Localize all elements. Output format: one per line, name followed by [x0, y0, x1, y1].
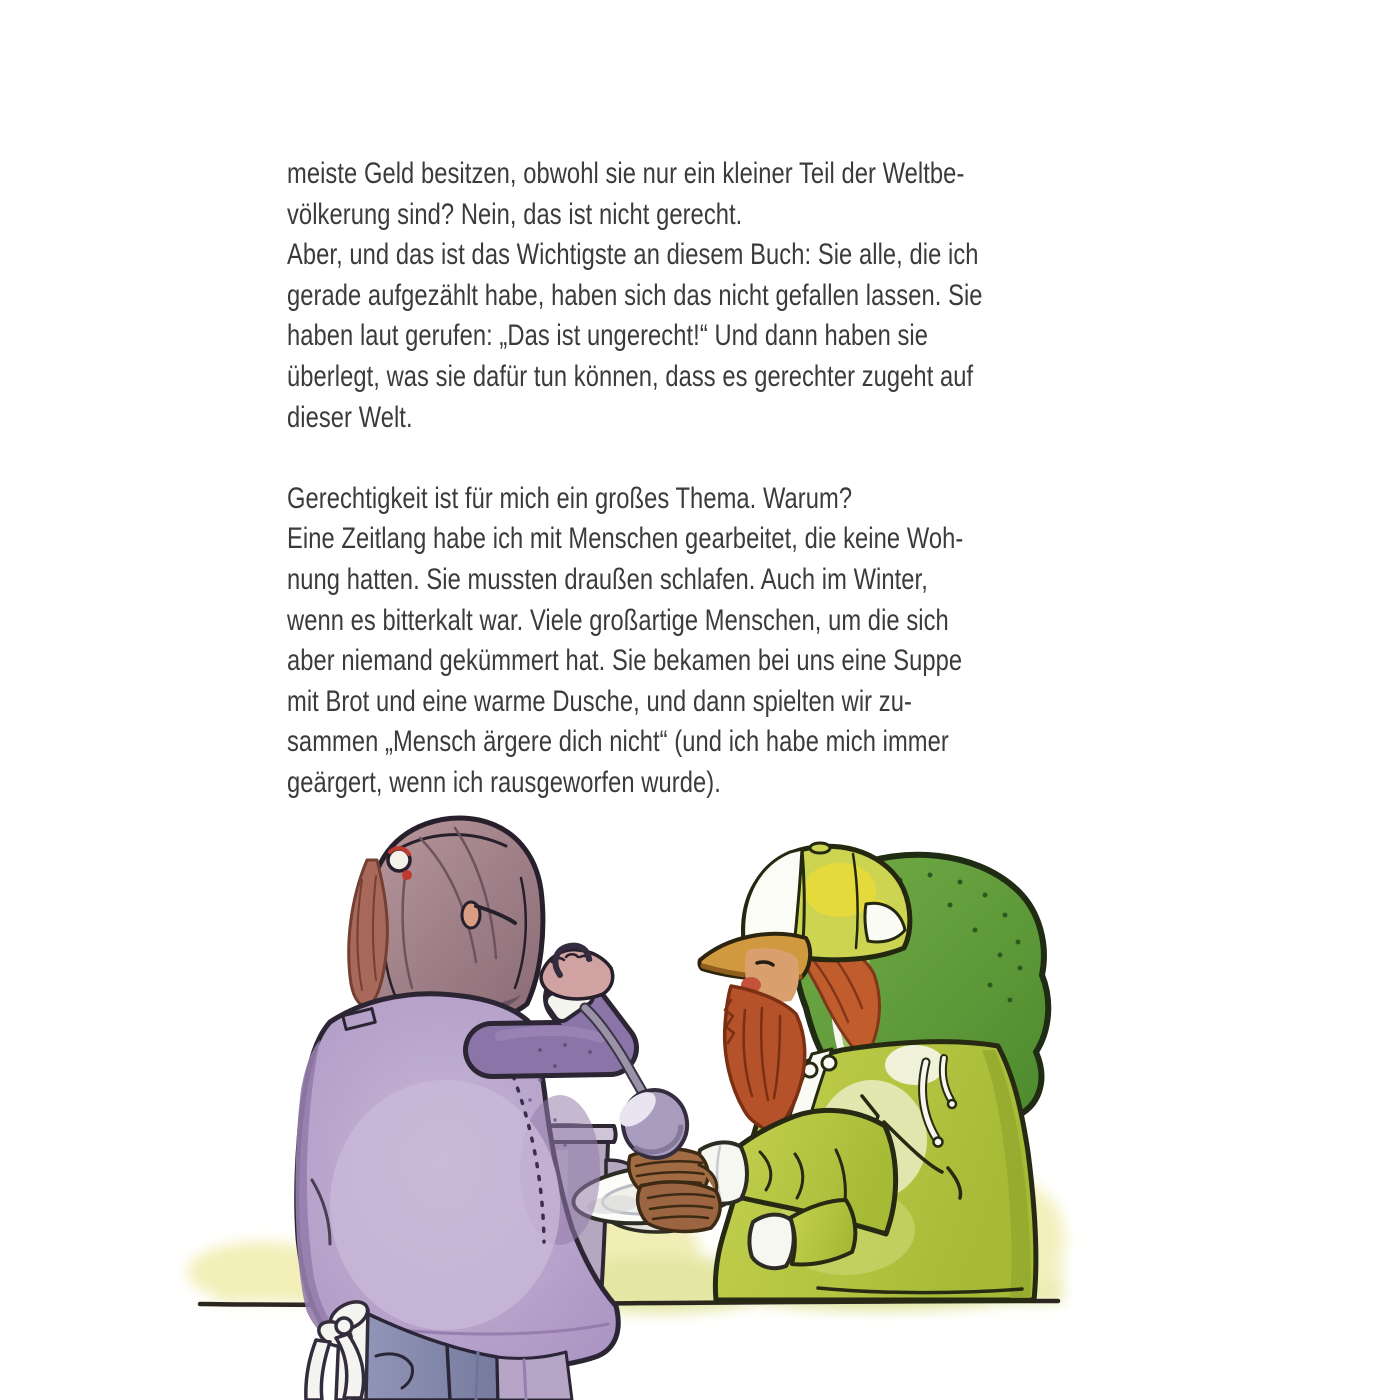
- text-line: mit Brot und eine warme Dusche, und dann spielten wir zu-: [287, 684, 912, 718]
- text-line: Eine Zeitlang habe ich mit Menschen gearbeitet, die keine Woh-: [287, 522, 964, 556]
- text-line: völkerung sind? Nein, das ist nicht gerecht.: [287, 197, 743, 231]
- serving-woman: [295, 818, 618, 1400]
- sweater-panel: [497, 1352, 572, 1400]
- text-line: nung hatten. Sie mussten draußen schlafen. Auch im Winter,: [287, 562, 928, 596]
- button: [822, 1056, 836, 1070]
- text-line: überlegt, was sie dafür tun können, dass es gerechter zugeht auf: [287, 359, 974, 393]
- text-line: haben laut gerufen: „Das ist ungerecht!“ Und dann haben sie: [287, 319, 929, 353]
- homeless-man: [571, 843, 1049, 1300]
- cap-button: [810, 843, 830, 853]
- text-line: meiste Geld besitzen, obwohl sie nur ein kleiner Teil der Weltbe-: [287, 157, 965, 190]
- hands-holding-plate: [629, 1149, 720, 1232]
- text-line: sammen „Mensch ärgere dich nicht“ (und ich habe mich immer: [287, 725, 949, 759]
- text-line: dieser Welt.: [287, 400, 413, 434]
- text-line: Aber, und das ist das Wichtigste an diesem Buch: Sie alle, die ich: [287, 238, 979, 272]
- text-line: gerade aufgezählt habe, haben sich das nicht gefallen lassen. Sie: [287, 278, 983, 312]
- ponytail-lock: [349, 860, 388, 1006]
- text-line: geärgert, wenn ich rausgeworfen wurde).: [287, 765, 721, 799]
- text-line: wenn es bitterkalt war. Viele großartige Menschen, um die sich: [287, 603, 949, 637]
- cuff: [749, 1215, 793, 1269]
- text-line: Gerechtigkeit ist für mich ein großes Thema. Warum?: [287, 481, 853, 515]
- text-line: aber niemand gekümmert hat. Sie bekamen bei uns eine Suppe: [287, 644, 963, 678]
